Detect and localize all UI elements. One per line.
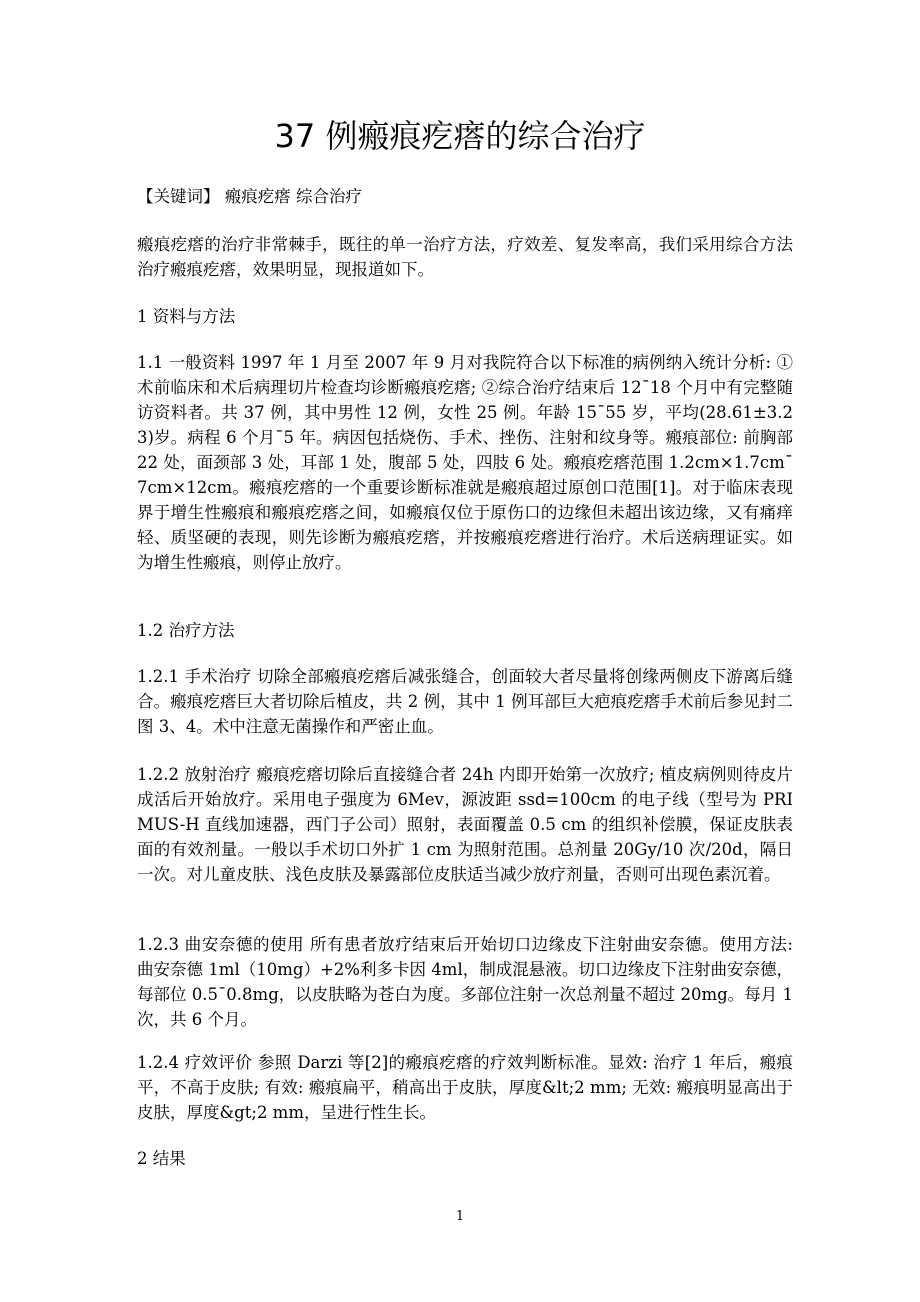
section-1-2-1-paragraph: 1.2.1 手术治疗 切除全部瘢痕疙瘩后减张缝合，创面较大者尽量将创缘两侧皮下游离后缝合。瘢痕疙瘩巨大者切除后植皮，共 2 例，其中 1 例耳部巨大疤痕疙瘩手术前后参见封二图 3、4。术中注意无菌操作和严密止血。: [137, 667, 793, 736]
section-heading-treatment-methods: 1.2 治疗方法: [137, 621, 235, 640]
section-heading-materials-methods: 1 资料与方法: [137, 307, 236, 326]
section-1-2-4-paragraph: 1.2.4 疗效评价 参照 Darzi 等[2]的瘢痕疙瘩的疗效判断标准。显效: 治疗 1 年后，瘢痕平，不高于皮肤; 有效: 瘢痕扁平，稍高出于皮肤，厚度&lt;2 mm; 无效: 瘢痕明显高出于皮肤，厚度&gt;2 mm，呈进行性生长。: [137, 1053, 793, 1122]
intro-paragraph: 瘢痕疙瘩的治疗非常棘手，既往的单一治疗方法，疗效差、复发率高，我们采用综合方法治疗瘢痕疙瘩，效果明显，现报道如下。: [137, 235, 793, 279]
section-1-2-2-paragraph: 1.2.2 放射治疗 瘢痕疙瘩切除后直接缝合者 24h 内即开始第一次放疗; 植皮病例则待皮片成活后开始放疗。采用电子强度为 6Mev，源波距 ssd=100cm 的电子线（型号为 PRIMUS-H 直线加速器，西门子公司）照射，表面覆盖 0.5 cm 的组织补偿膜，保证皮肤表面的有效剂量。一般以手术切口外扩 1 cm 为照射范围。总剂量 20Gy/10 次/20d，隔日一次。对儿童皮肤、浅色皮肤及暴露部位皮肤适当减少放疗剂量，否则可出现色素沉着。: [137, 765, 793, 884]
page-number: 1: [455, 1209, 465, 1224]
section-1-1-paragraph: 1.1 一般资料 1997 年 1 月至 2007 年 9 月对我院符合以下标准的病例纳入统计分析: ①术前临床和术后病理切片检查均诊断瘢痕疙瘩; ②综合治疗结束后 12¯18 个月中有完整随访资料者。共 37 例，其中男性 12 例，女性 25 例。年龄 15¯55 岁，平均(28.61±3.23)岁。病程 6 个月¯5 年。病因包括烧伤、手术、挫伤、注射和纹身等。瘢痕部位: 前胸部 22 处，面颈部 3 处，耳部 1 处，腹部 5 处，四肢 6 处。瘢痕疙瘩范围 1.2cm×1.7cm¯7cm×12cm。瘢痕疙瘩的一个重要诊断标准就是瘢痕超过原创口范围[1]。对于临床表现界于增生性瘢痕和瘢痕疙瘩之间，如瘢痕仅位于原伤口的边缘但未超出该边缘，又有痛痒轻、质坚硬的表现，则先诊断为瘢痕疙瘩，并按瘢痕疙瘩进行治疗。术后送病理证实。如为增生性瘢痕，则停止放疗。: [137, 353, 793, 572]
document-title: 37 例瘢痕疙瘩的综合治疗: [274, 117, 646, 155]
section-1-2-3-paragraph: 1.2.3 曲安奈德的使用 所有患者放疗结束后开始切口边缘皮下注射曲安奈德。使用方法: 曲安奈德 1ml（10mg）+2%利多卡因 4ml，制成混悬液。切口边缘皮下注射曲安奈德，每部位 0.5¯0.8mg，以皮肤略为苍白为度。多部位注射一次总剂量不超过 20mg。每月 1 次，共 6 个月。: [137, 935, 793, 1029]
keywords-line: 【关键词】 瘢痕疙瘩 综合治疗: [137, 187, 362, 206]
section-heading-results: 2 结果: [137, 1149, 186, 1168]
